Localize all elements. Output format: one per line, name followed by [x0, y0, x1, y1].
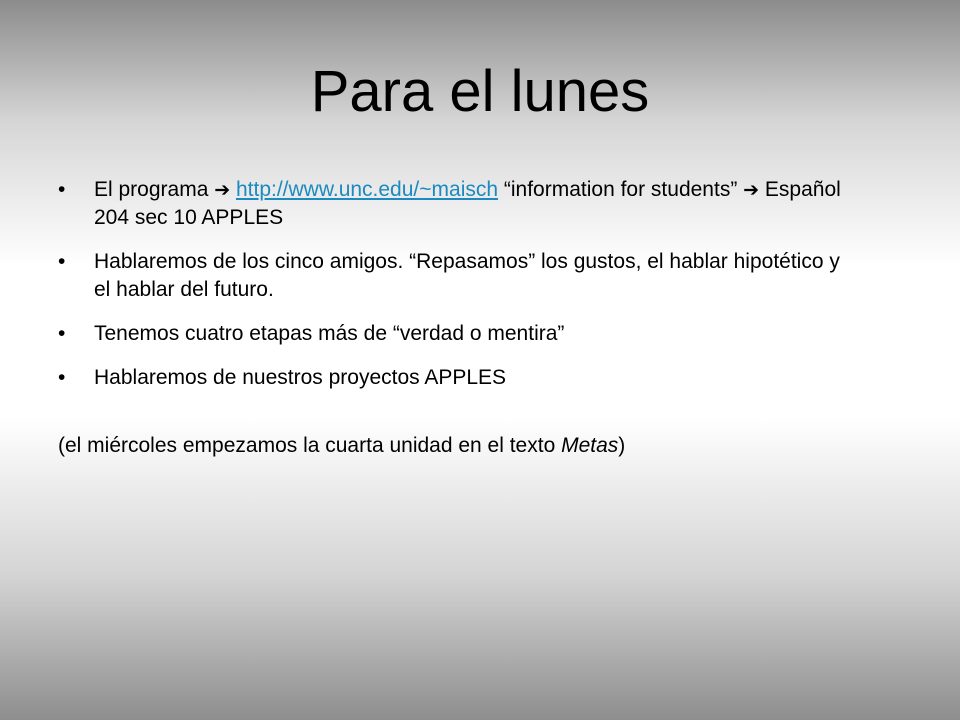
list-item [58, 176, 858, 232]
bullet-list [58, 176, 858, 408]
note-text: (el miércoles empezamos la cuarta unidad en el texto [58, 434, 562, 457]
list-item [58, 364, 858, 392]
list-item [58, 320, 858, 348]
item-text: Español 204 sec 10 APPLES [94, 178, 841, 229]
arrow-right-icon: ➔ [743, 179, 760, 201]
bullet-icon: • [58, 322, 66, 345]
item-text: El programa [94, 178, 215, 201]
bullet-icon: • [58, 178, 66, 201]
item-text: Tenemos cuatro etapas más de “verdad o mentira” [94, 322, 565, 345]
arrow-right-icon: ➔ [214, 179, 231, 201]
list-item [58, 248, 858, 304]
slide-title: Para el lunes [310, 59, 650, 124]
item-text: Hablaremos de los cinco amigos. “Repasamos” los gustos, el hablar hipotético y el hablar del futuro. [94, 250, 840, 301]
bullet-icon: • [58, 250, 66, 273]
item-text: Hablaremos de nuestros proyectos APPLES [94, 366, 507, 389]
note-text: ) [618, 434, 626, 457]
program-link[interactable]: http://www.unc.edu/~maisch [235, 178, 499, 201]
bullet-icon: • [58, 366, 66, 389]
item-text: “information for students” [498, 178, 744, 201]
book-title: Metas [561, 434, 619, 457]
footnote [58, 432, 908, 460]
